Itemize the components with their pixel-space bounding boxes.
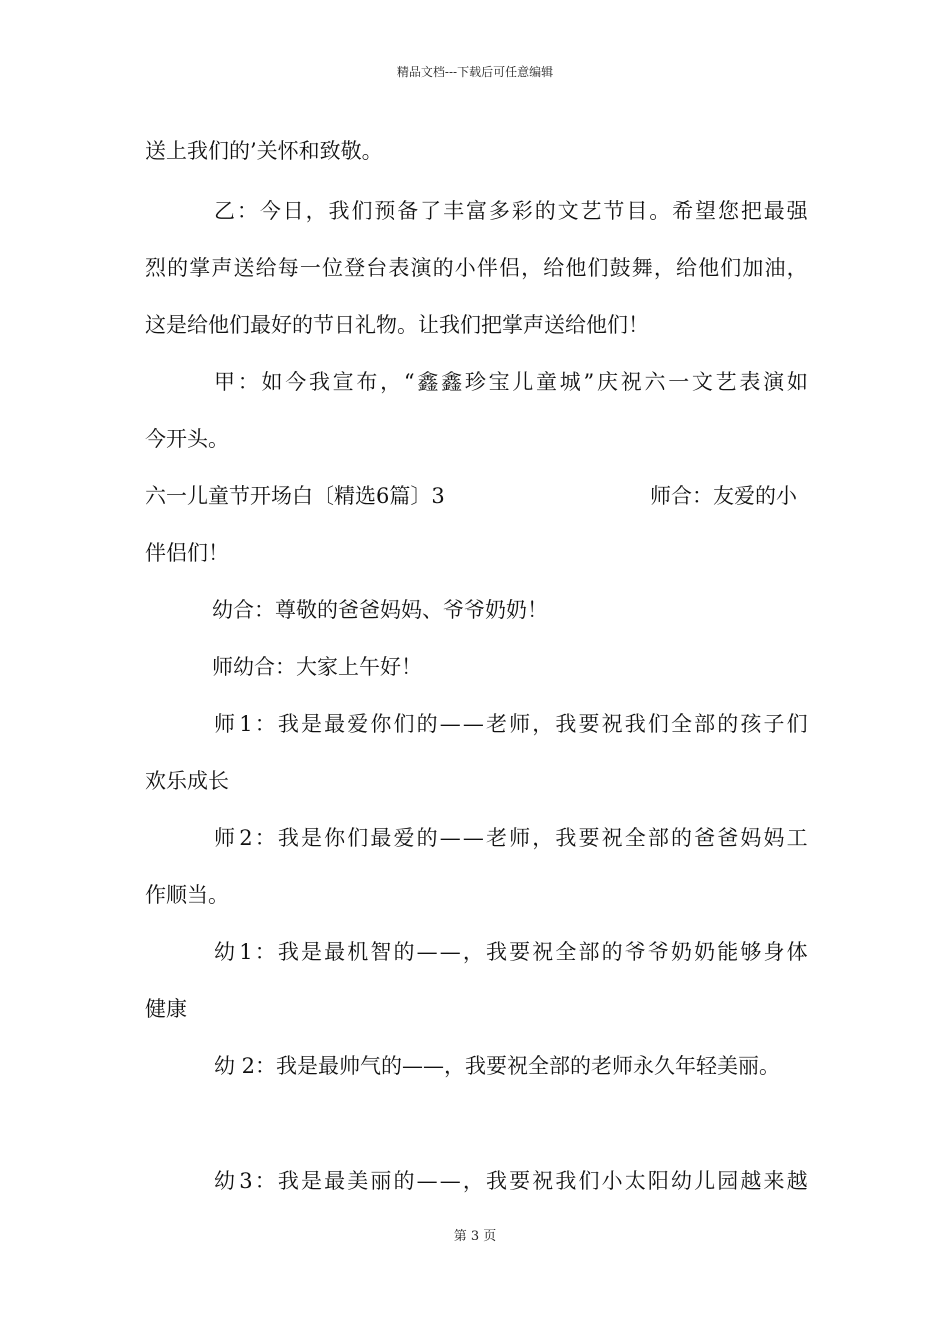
text-line: 乙 ： 今 日 ， 我 们 预 备 了 丰 富 多 彩 的 文 艺 节 目 。 希 望 您 把 最 强 [214,199,808,223]
text-line: 欢乐成长 [145,769,229,793]
text-line: 健康 [145,997,187,1021]
text-line: 幼合：尊敬的爸爸妈妈、爷爷奶奶！ [212,598,548,622]
text-line: 师 2 ： 我 是 你 们 最 爱 的 — — 老 师 ， 我 要 祝 全 部 的 爸 爸 妈 妈 工 [214,826,808,850]
page-footer: 第 3 页 [453,1229,497,1244]
text-line: 师幼合：大家上午好！ [212,655,422,679]
text-line: 伴侣们！ [145,541,229,565]
text-line: 送上我们的’关怀和致敬。 [145,139,383,163]
text-line: 幼 1 ： 我 是 最 机 智 的 — — ， 我 要 祝 全 部 的 爷 爷 奶 奶 能 够 身 体 [214,940,808,964]
text-line: 这是给他们最好的节日礼物。让我们把掌声送给他们！ [145,313,649,337]
text-line: 幼 2：我是最帅气的——，我要祝全部的老师永久年轻美丽。 [214,1054,781,1078]
text-line: 作顺当。 [145,883,229,907]
text-line: 六一儿童节开场白〔精选6篇〕3 [145,484,445,508]
text-line: 师 1 ： 我 是 最 爱 你 们 的 — — 老 师 ， 我 要 祝 我 们 全 部 的 孩 子 们 [214,712,808,736]
text-line: 幼 3 ： 我 是 最 美 丽 的 — — ， 我 要 祝 我 们 小 太 阳 幼 儿 园 越 来 越 [214,1169,808,1193]
page-header: 精品文档---下载后可任意编辑 [396,65,554,79]
text-line: 甲 ： 如 今 我 宣 布 ， “ 鑫 鑫 珍 宝 儿 童 城 ” 庆 祝 六 一 文 艺 表 演 如 [214,370,808,394]
text-line: 烈 的 掌 声 送 给 每 一 位 登 台 表 演 的 小 伴 侣 ， 给 他 们 鼓 舞 ， 给 他 们 加 油 ， [145,256,808,280]
text-line: 今开头。 [145,427,229,451]
text-line: 师合：友爱的小 [650,484,797,508]
